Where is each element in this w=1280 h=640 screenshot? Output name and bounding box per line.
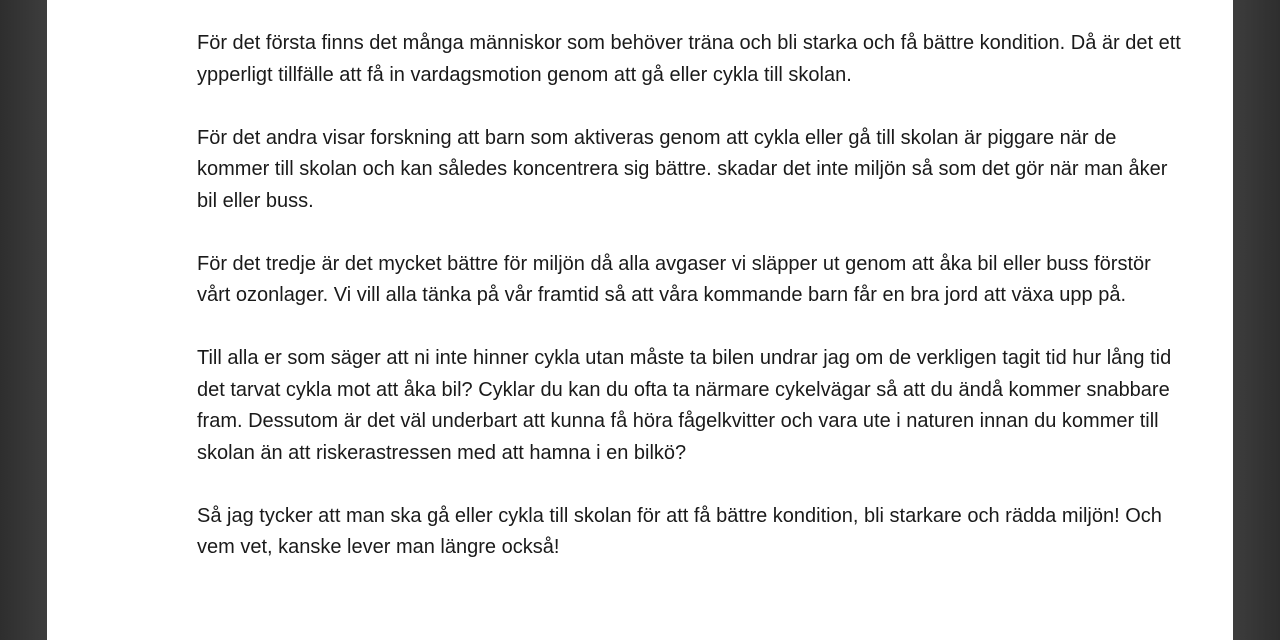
paragraph-1: För det första finns det många människor som behöver träna och bli starka och få bättre kondition. Då är det ett ypperligt tillfälle att få in vardagsmotion genom att gå eller cykla till skolan. [197,32,1181,86]
paragraph-3: För det tredje är det mycket bättre för miljön då alla avgaser vi släpper ut genom att åka bil eller buss förstör vårt ozonlager. Vi vill alla tänka på vår framtid så att våra kommande barn får en bra jord att växa upp på. [197,252,1151,306]
paragraph-2: För det andra visar forskning att barn som aktiveras genom att cykla eller gå till skolan är piggare när de kommer till skolan och kan således koncentrera sig bättre. skadar det inte miljön så som det gör när man åker bil eller buss. [197,126,1168,212]
document-page [47,0,1233,640]
paragraph-4: Till alla er som säger att ni inte hinner cykla utan måste ta bilen undrar jag om de verkligen tagit tid hur lång tid det tarvat cykla mot att åka bil? Cyklar du kan du ofta ta närmare cykelvägar så att du ändå kommer snabbare fram. Dessutom är det väl underbart att kunna få höra fågelkvitter och vara ute i naturen innan du kommer till skolan än att riskerastressen med att hamna i en bilkö? [197,347,1172,464]
paragraph-5: Så jag tycker att man ska gå eller cykla till skolan för att få bättre kondition, bli starkare och rädda miljön! Och vem vet, kanske lever man längre också! [197,504,1162,558]
document-body [197,28,1187,595]
